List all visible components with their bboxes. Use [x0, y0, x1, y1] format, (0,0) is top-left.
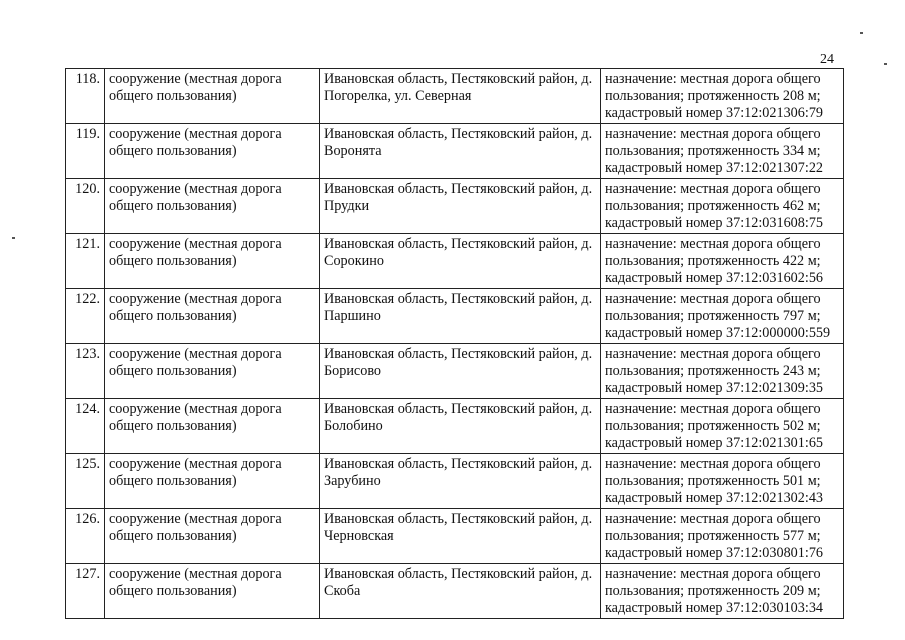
- table-row: [66, 234, 844, 289]
- characteristics-cell: назначение: местная дорога общего пользования; протяженность 462 м; кадастровый номер 37:12:031608:75: [601, 179, 844, 234]
- row-number: 121.: [66, 234, 105, 289]
- address-cell: Ивановская область, Пестяковский район, д. Скоба: [320, 564, 601, 619]
- characteristics-cell: назначение: местная дорога общего пользования; протяженность 422 м; кадастровый номер 37:12:031602:56: [601, 234, 844, 289]
- characteristics-cell: назначение: местная дорога общего пользования; протяженность 209 м; кадастровый номер 37:12:030103:34: [601, 564, 844, 619]
- address-cell: Ивановская область, Пестяковский район, д. Погорелка, ул. Северная: [320, 69, 601, 124]
- object-name-cell: сооружение (местная дорога общего пользования): [105, 344, 320, 399]
- object-name-cell: сооружение (местная дорога общего пользования): [105, 234, 320, 289]
- row-number: 123.: [66, 344, 105, 399]
- object-name-cell: сооружение (местная дорога общего пользования): [105, 399, 320, 454]
- row-number: 124.: [66, 399, 105, 454]
- table-row: [66, 179, 844, 234]
- address-cell: Ивановская область, Пестяковский район, д. Борисово: [320, 344, 601, 399]
- registry-table-body: [66, 69, 844, 619]
- table-row: [66, 69, 844, 124]
- address-cell: Ивановская область, Пестяковский район, д. Прудки: [320, 179, 601, 234]
- table-row: [66, 399, 844, 454]
- table-row: [66, 124, 844, 179]
- characteristics-cell: назначение: местная дорога общего пользования; протяженность 501 м; кадастровый номер 37:12:021302:43: [601, 454, 844, 509]
- row-number: 126.: [66, 509, 105, 564]
- row-number: 125.: [66, 454, 105, 509]
- address-cell: Ивановская область, Пестяковский район, д. Болобино: [320, 399, 601, 454]
- characteristics-cell: назначение: местная дорога общего пользования; протяженность 797 м; кадастровый номер 37:12:000000:559: [601, 289, 844, 344]
- object-name-cell: сооружение (местная дорога общего пользования): [105, 179, 320, 234]
- object-name-cell: сооружение (местная дорога общего пользования): [105, 564, 320, 619]
- scan-speck: [12, 237, 15, 239]
- scan-speck: [884, 63, 887, 65]
- address-cell: Ивановская область, Пестяковский район, д. Воронята: [320, 124, 601, 179]
- row-number: 118.: [66, 69, 105, 124]
- page-number: 24: [820, 52, 834, 67]
- address-cell: Ивановская область, Пестяковский район, д. Сорокино: [320, 234, 601, 289]
- characteristics-cell: назначение: местная дорога общего пользования; протяженность 334 м; кадастровый номер 37:12:021307:22: [601, 124, 844, 179]
- address-cell: Ивановская область, Пестяковский район, д. Черновская: [320, 509, 601, 564]
- row-number: 120.: [66, 179, 105, 234]
- table-row: [66, 509, 844, 564]
- object-name-cell: сооружение (местная дорога общего пользования): [105, 454, 320, 509]
- property-registry-table: [65, 68, 844, 619]
- object-name-cell: сооружение (местная дорога общего пользования): [105, 124, 320, 179]
- object-name-cell: сооружение (местная дорога общего пользования): [105, 289, 320, 344]
- row-number: 122.: [66, 289, 105, 344]
- object-name-cell: сооружение (местная дорога общего пользования): [105, 69, 320, 124]
- characteristics-cell: назначение: местная дорога общего пользования; протяженность 577 м; кадастровый номер 37:12:030801:76: [601, 509, 844, 564]
- table-row: [66, 289, 844, 344]
- characteristics-cell: назначение: местная дорога общего пользования; протяженность 502 м; кадастровый номер 37:12:021301:65: [601, 399, 844, 454]
- scan-speck: [860, 32, 863, 34]
- table-row: [66, 454, 844, 509]
- object-name-cell: сооружение (местная дорога общего пользования): [105, 509, 320, 564]
- address-cell: Ивановская область, Пестяковский район, д. Зарубино: [320, 454, 601, 509]
- address-cell: Ивановская область, Пестяковский район, д. Паршино: [320, 289, 601, 344]
- table-row: [66, 564, 844, 619]
- row-number: 127.: [66, 564, 105, 619]
- characteristics-cell: назначение: местная дорога общего пользования; протяженность 208 м; кадастровый номер 37:12:021306:79: [601, 69, 844, 124]
- row-number: 119.: [66, 124, 105, 179]
- characteristics-cell: назначение: местная дорога общего пользования; протяженность 243 м; кадастровый номер 37:12:021309:35: [601, 344, 844, 399]
- table-row: [66, 344, 844, 399]
